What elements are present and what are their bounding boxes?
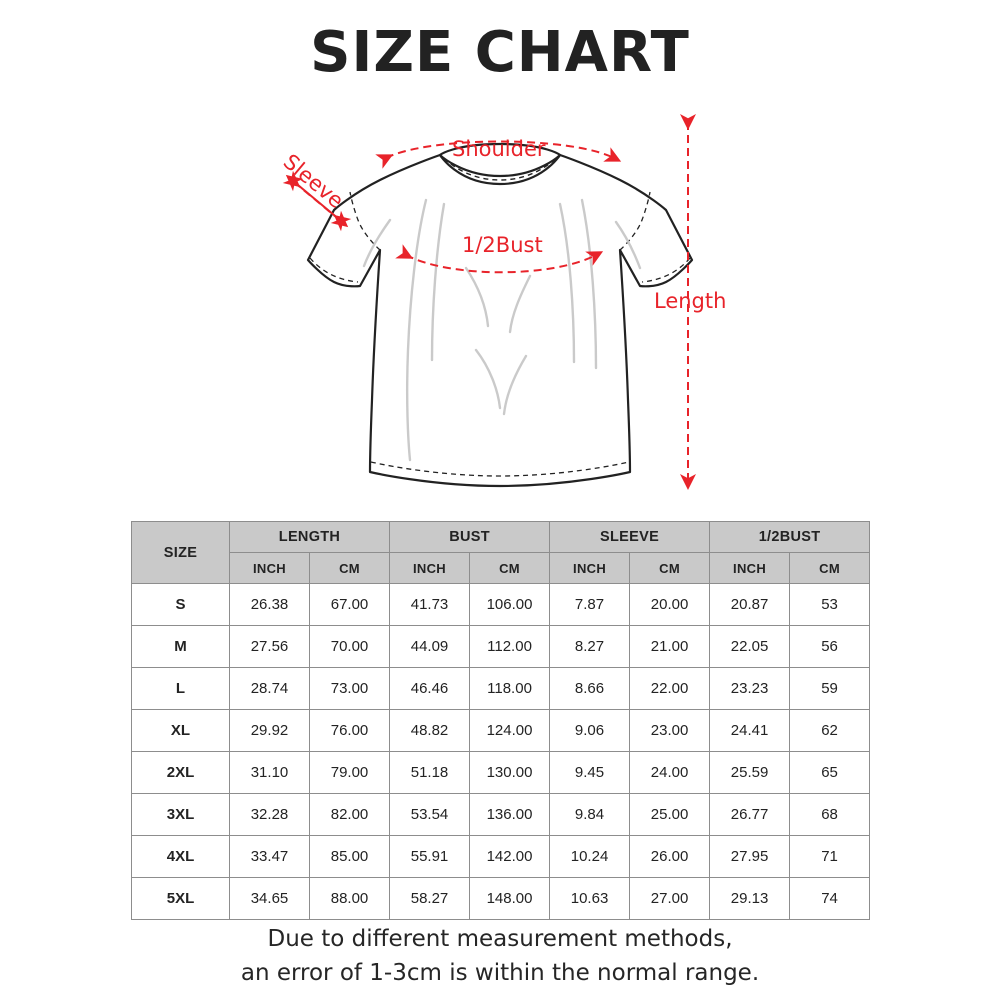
disclaimer-line-2: an error of 1-3cm is within the normal range. [240,960,760,986]
header-row-groups [132,522,870,553]
cell-size: 2XL [132,752,230,794]
cell-length-cm: 85.00 [310,836,390,878]
cell-bust-cm: 142.00 [470,836,550,878]
tshirt-outline [308,144,692,486]
cell-bust-cm: 106.00 [470,584,550,626]
cell-sleeve-cm: 22.00 [630,668,710,710]
cell-length-cm: 70.00 [310,626,390,668]
size-table-wrapper [131,521,869,920]
cell-sleeve-cm: 21.00 [630,626,710,668]
cell-bust-inch: 55.91 [390,836,470,878]
cell-length-cm: 76.00 [310,710,390,752]
cell-bust-cm: 136.00 [470,794,550,836]
cell-size: 3XL [132,794,230,836]
cell-sleeve-cm: 23.00 [630,710,710,752]
cell-size: 4XL [132,836,230,878]
cell-half-bust-cm: 74 [790,878,870,920]
length-label: Length [654,289,727,313]
cell-length-inch: 31.10 [230,752,310,794]
size-table [131,521,870,920]
size-table-head [132,522,870,584]
cell-half-bust-cm: 65 [790,752,870,794]
cell-sleeve-inch: 9.45 [550,752,630,794]
cell-sleeve-inch: 9.06 [550,710,630,752]
header-size: SIZE [132,522,230,584]
cell-length-cm: 67.00 [310,584,390,626]
header-half-bust-inch: INCH [710,553,790,584]
cell-length-inch: 32.28 [230,794,310,836]
cell-length-inch: 26.38 [230,584,310,626]
cell-sleeve-inch: 7.87 [550,584,630,626]
header-half-bust-cm: CM [790,553,870,584]
cell-bust-inch: 41.73 [390,584,470,626]
cell-half-bust-cm: 71 [790,836,870,878]
cell-length-cm: 79.00 [310,752,390,794]
cell-sleeve-inch: 10.24 [550,836,630,878]
cell-bust-inch: 58.27 [390,878,470,920]
cell-size: 5XL [132,878,230,920]
cell-bust-cm: 112.00 [470,626,550,668]
cell-half-bust-inch: 26.77 [710,794,790,836]
size-table-body [132,584,870,920]
shoulder-label: Shoulder [452,137,546,161]
cell-sleeve-inch: 8.66 [550,668,630,710]
tshirt-measurement-illustration [230,100,770,500]
cell-length-cm: 88.00 [310,878,390,920]
header-bust-cm: CM [470,553,550,584]
cell-size: XL [132,710,230,752]
measurement-disclaimer [0,922,1000,990]
cell-bust-cm: 130.00 [470,752,550,794]
cell-bust-inch: 53.54 [390,794,470,836]
page-title: SIZE CHART [310,20,690,85]
cell-half-bust-inch: 23.23 [710,668,790,710]
cell-half-bust-cm: 68 [790,794,870,836]
cell-length-inch: 27.56 [230,626,310,668]
cell-sleeve-cm: 24.00 [630,752,710,794]
table-row [132,794,870,836]
header-half-bust: 1/2BUST [710,522,870,553]
cell-sleeve-inch: 10.63 [550,878,630,920]
cell-bust-inch: 51.18 [390,752,470,794]
cell-length-cm: 82.00 [310,794,390,836]
cell-sleeve-cm: 25.00 [630,794,710,836]
cell-half-bust-inch: 27.95 [710,836,790,878]
cell-half-bust-inch: 24.41 [710,710,790,752]
cell-bust-cm: 148.00 [470,878,550,920]
half-bust-label: 1/2Bust [462,233,543,257]
cell-bust-cm: 118.00 [470,668,550,710]
table-row [132,710,870,752]
cell-half-bust-inch: 20.87 [710,584,790,626]
cell-half-bust-inch: 22.05 [710,626,790,668]
table-row [132,752,870,794]
header-sleeve: SLEEVE [550,522,710,553]
table-row [132,584,870,626]
table-row [132,836,870,878]
cell-sleeve-inch: 9.84 [550,794,630,836]
cell-length-inch: 29.92 [230,710,310,752]
cell-length-cm: 73.00 [310,668,390,710]
header-row-units [132,553,870,584]
sleeve-label: Sleeve [278,149,349,214]
table-row [132,626,870,668]
header-length-cm: CM [310,553,390,584]
header-length: LENGTH [230,522,390,553]
cell-half-bust-cm: 56 [790,626,870,668]
cell-half-bust-inch: 29.13 [710,878,790,920]
cell-half-bust-cm: 62 [790,710,870,752]
cell-size: L [132,668,230,710]
cell-bust-inch: 44.09 [390,626,470,668]
header-sleeve-cm: CM [630,553,710,584]
header-bust-inch: INCH [390,553,470,584]
cell-sleeve-inch: 8.27 [550,626,630,668]
cell-bust-inch: 46.46 [390,668,470,710]
disclaimer-line-1: Due to different measurement methods, [267,926,733,952]
cell-size: S [132,584,230,626]
table-row [132,668,870,710]
cell-sleeve-cm: 20.00 [630,584,710,626]
cell-sleeve-cm: 26.00 [630,836,710,878]
cell-bust-inch: 48.82 [390,710,470,752]
cell-half-bust-cm: 59 [790,668,870,710]
cell-half-bust-cm: 53 [790,584,870,626]
header-sleeve-inch: INCH [550,553,630,584]
cell-half-bust-inch: 25.59 [710,752,790,794]
cell-sleeve-cm: 27.00 [630,878,710,920]
cell-bust-cm: 124.00 [470,710,550,752]
header-length-inch: INCH [230,553,310,584]
cell-length-inch: 33.47 [230,836,310,878]
cell-length-inch: 34.65 [230,878,310,920]
table-row [132,878,870,920]
header-bust: BUST [390,522,550,553]
cell-size: M [132,626,230,668]
cell-length-inch: 28.74 [230,668,310,710]
